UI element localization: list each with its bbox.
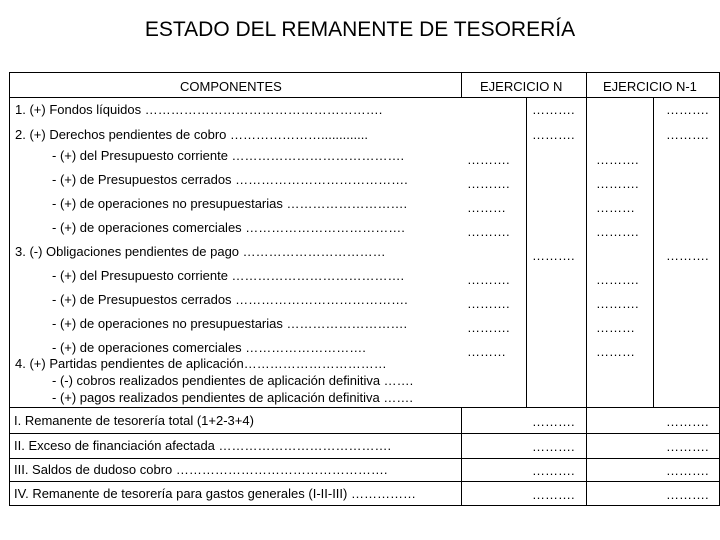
value-n: ……… <box>467 344 506 359</box>
row-label: III. Saldos de dudoso cobro …………………………………………. <box>14 462 388 477</box>
value-n1: ………. <box>596 296 639 311</box>
value-n: ………. <box>467 296 510 311</box>
row-label: - (+) del Presupuesto corriente …………………………………. <box>52 148 405 163</box>
value-n1: ………. <box>666 463 709 478</box>
value-n: ………. <box>532 463 575 478</box>
value-n1: ……… <box>596 320 635 335</box>
value-n1: ……… <box>596 344 635 359</box>
header-divider <box>9 97 720 98</box>
value-n1: ………. <box>666 414 709 429</box>
table-border-bottom <box>9 505 720 506</box>
value-n1: ………. <box>666 102 709 117</box>
row-label: 3. (-) Obligaciones pendientes de pago …………………………… <box>15 244 386 259</box>
row-label: 2. (+) Derechos pendientes de cobro …………………............. <box>15 127 368 142</box>
value-n1: ………. <box>596 152 639 167</box>
value-n1: ……… <box>596 200 635 215</box>
row-label: II. Exceso de financiación afectada …………………………………. <box>14 438 392 453</box>
value-n1: ………. <box>666 439 709 454</box>
row-label: 4. (+) Partidas pendientes de aplicación…………………………… <box>15 356 387 371</box>
value-n: ………. <box>532 248 575 263</box>
row-label: - (+) pagos realizados pendientes de aplicación definitiva ……. <box>52 390 413 405</box>
row-divider <box>9 407 720 408</box>
row-divider <box>9 481 720 482</box>
row-label: - (+) de Presupuestos cerrados …………………………………. <box>52 292 408 307</box>
header-ejercicio-n: EJERCICIO N <box>480 79 563 94</box>
row-label: IV. Remanente de tesorería para gastos generales (I-II-III) …………… <box>14 486 416 501</box>
value-n: ………. <box>532 487 575 502</box>
row-label: 1. (+) Fondos líquidos ………………………………………………. <box>15 102 383 117</box>
row-divider <box>9 433 720 434</box>
row-label: - (+) de operaciones no presupuestarias ………………………. <box>52 316 408 331</box>
value-n1: ………. <box>596 224 639 239</box>
table-border-left <box>9 72 10 506</box>
header-componentes: COMPONENTES <box>180 79 282 94</box>
value-n: ……… <box>467 200 506 215</box>
column-divider-label <box>461 407 462 505</box>
value-n1: ………. <box>596 272 639 287</box>
value-n1: ………. <box>666 487 709 502</box>
value-n1: ………. <box>666 127 709 142</box>
table-border-top <box>9 72 720 73</box>
row-label: I. Remanente de tesorería total (1+2-3+4) <box>14 413 254 428</box>
value-n: ………. <box>532 439 575 454</box>
value-n: ………. <box>467 152 510 167</box>
value-n: ………. <box>467 224 510 239</box>
value-n: ………. <box>467 176 510 191</box>
value-n1: ………. <box>596 176 639 191</box>
row-label: - (+) de Presupuestos cerrados …………………………………. <box>52 172 408 187</box>
row-label: - (-) cobros realizados pendientes de aplicación definitiva ……. <box>52 373 414 388</box>
row-label: - (+) de operaciones no presupuestarias ………………………. <box>52 196 408 211</box>
row-label: - (+) de operaciones comerciales ………………………. <box>52 340 366 355</box>
value-n: ………. <box>467 272 510 287</box>
column-divider-n <box>586 72 587 505</box>
header-ejercicio-n1: EJERCICIO N-1 <box>603 79 697 94</box>
column-divider-n1-inner <box>653 97 654 407</box>
row-label: - (+) del Presupuesto corriente …………………………………. <box>52 268 405 283</box>
row-label: - (+) de operaciones comerciales ………………………………. <box>52 220 405 235</box>
value-n: ………. <box>532 414 575 429</box>
value-n1: ………. <box>666 248 709 263</box>
row-divider <box>9 458 720 459</box>
value-n: ………. <box>532 102 575 117</box>
column-divider-label <box>461 72 462 97</box>
page-title: ESTADO DEL REMANENTE DE TESORERÍA <box>144 18 576 41</box>
column-divider-n-inner <box>526 97 527 407</box>
value-n: ………. <box>467 320 510 335</box>
value-n: ………. <box>532 127 575 142</box>
